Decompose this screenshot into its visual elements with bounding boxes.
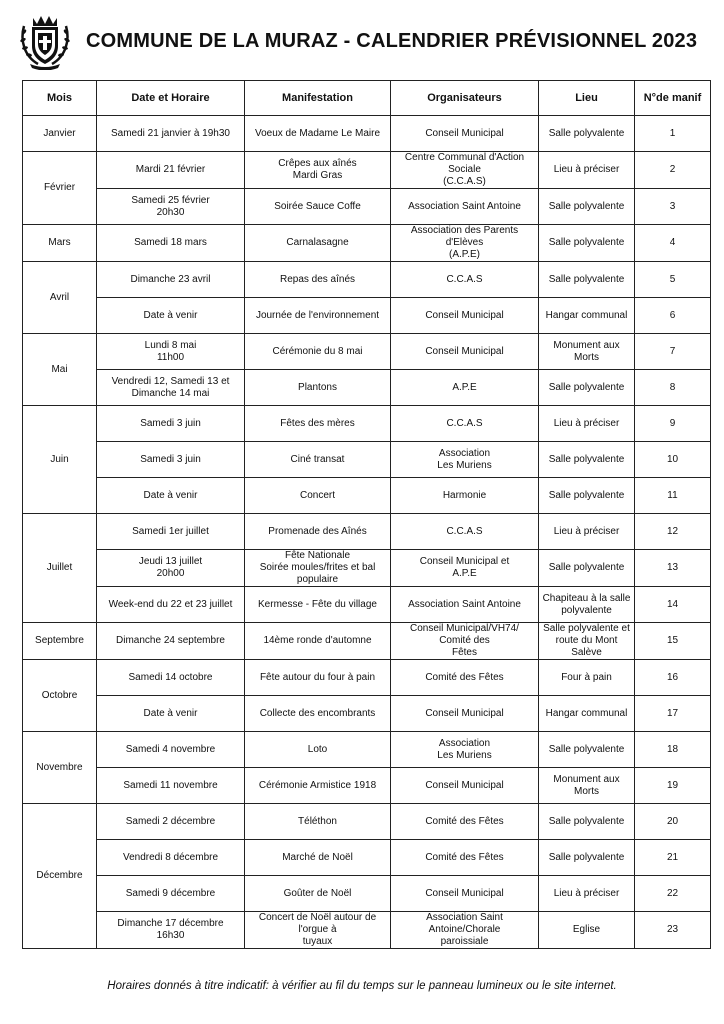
month-cell: Juillet — [23, 514, 97, 623]
organiser-cell: Conseil Municipal — [391, 298, 539, 334]
event-cell: Carnalasagne — [245, 225, 391, 262]
number-cell: 11 — [635, 478, 711, 514]
month-cell: Janvier — [23, 116, 97, 152]
table-row — [23, 406, 711, 442]
event-cell: 14ème ronde d'automne — [245, 623, 391, 660]
number-cell: 15 — [635, 623, 711, 660]
table-row — [23, 334, 711, 370]
organiser-cell: Conseil Municipal — [391, 768, 539, 804]
place-cell: Four à pain — [539, 660, 635, 696]
organiser-cell: Comité des Fêtes — [391, 660, 539, 696]
number-cell: 10 — [635, 442, 711, 478]
table-row — [23, 587, 711, 623]
number-cell: 12 — [635, 514, 711, 550]
event-cell: Goûter de Noël — [245, 876, 391, 912]
event-cell: Marché de Noël — [245, 840, 391, 876]
table-row — [23, 116, 711, 152]
month-cell: Décembre — [23, 804, 97, 949]
date-cell: Dimanche 24 septembre — [97, 623, 245, 660]
place-cell: Lieu à préciser — [539, 406, 635, 442]
month-cell: Avril — [23, 262, 97, 334]
number-cell: 5 — [635, 262, 711, 298]
organiser-cell: C.C.A.S — [391, 406, 539, 442]
place-cell: Salle polyvalente — [539, 225, 635, 262]
date-cell: Mardi 21 février — [97, 152, 245, 189]
table-row — [23, 514, 711, 550]
event-cell: Téléthon — [245, 804, 391, 840]
place-cell: Hangar communal — [539, 298, 635, 334]
month-cell: Novembre — [23, 732, 97, 804]
number-cell: 7 — [635, 334, 711, 370]
month-cell: Septembre — [23, 623, 97, 660]
table-row — [23, 804, 711, 840]
place-cell: Monument aux Morts — [539, 768, 635, 804]
date-cell: Samedi 14 octobre — [97, 660, 245, 696]
date-cell: Samedi 2 décembre — [97, 804, 245, 840]
number-cell: 20 — [635, 804, 711, 840]
event-cell: Cérémonie Armistice 1918 — [245, 768, 391, 804]
event-cell: Repas des aînés — [245, 262, 391, 298]
date-cell: Date à venir — [97, 478, 245, 514]
organiser-cell: Conseil Municipal — [391, 696, 539, 732]
number-cell: 19 — [635, 768, 711, 804]
place-cell: Salle polyvalente — [539, 370, 635, 406]
event-cell: Collecte des encombrants — [245, 696, 391, 732]
organiser-cell: Association Les Muriens — [391, 732, 539, 768]
place-cell: Salle polyvalente — [539, 262, 635, 298]
page-title: COMMUNE DE LA MURAZ - CALENDRIER PRÉVISIONNEL 2023 — [86, 30, 698, 52]
number-cell: 21 — [635, 840, 711, 876]
date-cell: Samedi 11 novembre — [97, 768, 245, 804]
date-cell: Samedi 1er juillet — [97, 514, 245, 550]
table-row — [23, 840, 711, 876]
table-row — [23, 768, 711, 804]
month-cell: Octobre — [23, 660, 97, 732]
organiser-cell: A.P.E — [391, 370, 539, 406]
organiser-cell: Association Saint Antoine — [391, 189, 539, 225]
event-cell: Concert — [245, 478, 391, 514]
table-row — [23, 478, 711, 514]
place-cell: Salle polyvalente — [539, 804, 635, 840]
date-cell: Date à venir — [97, 298, 245, 334]
date-cell: Week-end du 22 et 23 juillet — [97, 587, 245, 623]
table-row — [23, 442, 711, 478]
number-cell: 18 — [635, 732, 711, 768]
organiser-cell: Association Les Muriens — [391, 442, 539, 478]
date-cell: Samedi 4 novembre — [97, 732, 245, 768]
number-cell: 22 — [635, 876, 711, 912]
event-cell: Concert de Noël autour de l'orgue à tuyaux — [245, 912, 391, 949]
organiser-cell: Conseil Municipal et A.P.E — [391, 550, 539, 587]
organiser-cell: C.C.A.S — [391, 262, 539, 298]
table-header-row — [23, 81, 711, 116]
number-cell: 9 — [635, 406, 711, 442]
number-cell: 6 — [635, 298, 711, 334]
place-cell: Salle polyvalente — [539, 116, 635, 152]
date-cell: Dimanche 23 avril — [97, 262, 245, 298]
place-cell: Lieu à préciser — [539, 152, 635, 189]
number-cell: 14 — [635, 587, 711, 623]
table-row — [23, 732, 711, 768]
organiser-cell: Comité des Fêtes — [391, 840, 539, 876]
place-cell: Salle polyvalente — [539, 550, 635, 587]
date-cell: Lundi 8 mai 11h00 — [97, 334, 245, 370]
place-cell: Monument aux Morts — [539, 334, 635, 370]
organiser-cell: Conseil Municipal — [391, 876, 539, 912]
organiser-cell: Conseil Municipal — [391, 116, 539, 152]
event-cell: Cérémonie du 8 mai — [245, 334, 391, 370]
table-row — [23, 298, 711, 334]
month-cell: Mai — [23, 334, 97, 406]
organiser-cell: Centre Communal d'Action Sociale (C.C.A.S) — [391, 152, 539, 189]
organiser-cell: Association Saint Antoine/Chorale paroissiale — [391, 912, 539, 949]
column-header-lieu: Lieu — [539, 81, 635, 116]
number-cell: 23 — [635, 912, 711, 949]
table-row — [23, 912, 711, 949]
table-row — [23, 225, 711, 262]
table-row — [23, 623, 711, 660]
date-cell: Samedi 21 janvier à 19h30 — [97, 116, 245, 152]
organiser-cell: Association Saint Antoine — [391, 587, 539, 623]
date-cell: Vendredi 12, Samedi 13 et Dimanche 14 mai — [97, 370, 245, 406]
event-cell: Fête Nationale Soirée moules/frites et bal populaire — [245, 550, 391, 587]
number-cell: 17 — [635, 696, 711, 732]
number-cell: 8 — [635, 370, 711, 406]
place-cell: Lieu à préciser — [539, 876, 635, 912]
organiser-cell: Harmonie — [391, 478, 539, 514]
organiser-cell: Association des Parents d'Elèves (A.P.E) — [391, 225, 539, 262]
place-cell: Hangar communal — [539, 696, 635, 732]
number-cell: 13 — [635, 550, 711, 587]
organiser-cell: Comité des Fêtes — [391, 804, 539, 840]
event-cell: Soirée Sauce Coffe — [245, 189, 391, 225]
date-cell: Samedi 3 juin — [97, 442, 245, 478]
date-cell: Vendredi 8 décembre — [97, 840, 245, 876]
event-cell: Journée de l'environnement — [245, 298, 391, 334]
place-cell: Salle polyvalente — [539, 732, 635, 768]
date-cell: Date à venir — [97, 696, 245, 732]
coat-of-arms-icon — [18, 12, 72, 70]
table-row — [23, 550, 711, 587]
number-cell: 4 — [635, 225, 711, 262]
place-cell: Salle polyvalente — [539, 442, 635, 478]
date-cell: Samedi 18 mars — [97, 225, 245, 262]
event-cell: Fête autour du four à pain — [245, 660, 391, 696]
table-row — [23, 696, 711, 732]
event-cell: Loto — [245, 732, 391, 768]
date-cell: Samedi 25 février 20h30 — [97, 189, 245, 225]
number-cell: 2 — [635, 152, 711, 189]
column-header-numero: N°de manif — [635, 81, 711, 116]
organiser-cell: Conseil Municipal/VH74/ Comité des Fêtes — [391, 623, 539, 660]
month-cell: Février — [23, 152, 97, 225]
number-cell: 3 — [635, 189, 711, 225]
month-cell: Mars — [23, 225, 97, 262]
column-header-manifestation: Manifestation — [245, 81, 391, 116]
place-cell: Chapiteau à la salle polyvalente — [539, 587, 635, 623]
event-cell: Crêpes aux aînés Mardi Gras — [245, 152, 391, 189]
place-cell: Salle polyvalente — [539, 840, 635, 876]
footer-note: Horaires donnés à titre indicatif: à vérifier au fil du temps sur le panneau lumineux ou le site internet. — [107, 980, 617, 992]
column-header-date: Date et Horaire — [97, 81, 245, 116]
table-row — [23, 189, 711, 225]
place-cell: Salle polyvalente — [539, 478, 635, 514]
table-row — [23, 262, 711, 298]
number-cell: 16 — [635, 660, 711, 696]
place-cell: Eglise — [539, 912, 635, 949]
place-cell: Salle polyvalente et route du Mont Salève — [539, 623, 635, 660]
table-row — [23, 370, 711, 406]
date-cell: Samedi 9 décembre — [97, 876, 245, 912]
number-cell: 1 — [635, 116, 711, 152]
organiser-cell: C.C.A.S — [391, 514, 539, 550]
column-header-mois: Mois — [23, 81, 97, 116]
table-row — [23, 152, 711, 189]
table-row — [23, 876, 711, 912]
event-cell: Ciné transat — [245, 442, 391, 478]
event-cell: Kermesse - Fête du village — [245, 587, 391, 623]
date-cell: Dimanche 17 décembre 16h30 — [97, 912, 245, 949]
table-row — [23, 660, 711, 696]
month-cell: Juin — [23, 406, 97, 514]
place-cell: Salle polyvalente — [539, 189, 635, 225]
column-header-organisateurs: Organisateurs — [391, 81, 539, 116]
event-cell: Fêtes des mères — [245, 406, 391, 442]
calendar-table — [22, 80, 711, 949]
place-cell: Lieu à préciser — [539, 514, 635, 550]
event-cell: Promenade des Aînés — [245, 514, 391, 550]
event-cell: Plantons — [245, 370, 391, 406]
date-cell: Samedi 3 juin — [97, 406, 245, 442]
organiser-cell: Conseil Municipal — [391, 334, 539, 370]
event-cell: Voeux de Madame Le Maire — [245, 116, 391, 152]
date-cell: Jeudi 13 juillet 20h00 — [97, 550, 245, 587]
